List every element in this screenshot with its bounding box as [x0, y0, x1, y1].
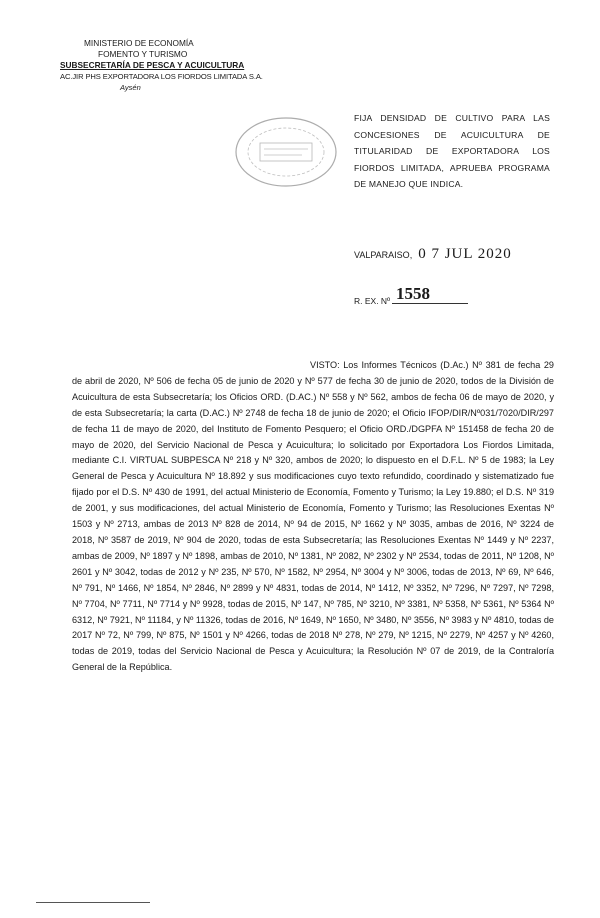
letterhead	[60, 38, 300, 93]
date-value: 0 7 JUL 2020	[418, 246, 512, 262]
subsecretaria-name: SUBSECRETARÍA DE PESCA Y ACUICULTURA	[60, 60, 245, 70]
footnote-divider	[36, 902, 150, 903]
visto-paragraph: VISTO: Los Informes Técnicos (D.Ac.) Nº 381 de fecha 29 de abril de 2020, Nº 506 de fecha 05 de junio de 2020 y Nº 577 de fecha 30 de junio de 2020, todos de la División de Acuicultura de esta Subsecretaría; los Oficios ORD. (D.AC.) Nº 558 y Nº 562, ambos de fecha 06 de mayo de 2020, y de esta Subsecretaría; la carta (D.AC.) Nº 2748 de fecha 18 de junio de 2020; el Oficio IFOP/DIR/Nº031/7020/DIR/297 de fecha 11 de mayo de 2020, del Instituto de Fomento Pesquero; el Oficio ORD./DGPFA Nº 151458 de fecha 20 de mayo de 2020, del Servicio Nacional de Pesca y Acuicultura; lo solicitado por Exportadora Los Fiordos Limitada, mediante C.I. VIRTUAL SUBPESCA Nº 218 y Nº 320, ambos de 2020; lo dispuesto en el D.F.L. Nº 5 de 1983; la Ley General de Pesca y Acuicultura Nº 18.892 y sus modificaciones cuyo texto refundido, coordinado y sistematizado fue fijado por el D.S. Nº 430 de 1991, del actual Ministerio de Economía, Fomento y Turismo; la Ley 19.880; el D.S. Nº 319 de 2001, y sus modificaciones, del actual Ministerio de Economía, Fomento y Turismo; las Resoluciones Exentas Nº 1503 y Nº 2713, ambas de 2013 Nº 828 de 2014, Nº 94 de 2015, Nº 1662 y Nº 3035, ambas de 2016, Nº 3224 de 2018, Nº 3587 de 2019, Nº 904 de 2020, todas de esta Subsecretaría; las Resoluciones Exentas Nº 1449 y Nº 2237, ambas de 2009, Nº 1897 y Nº 1898, ambas de 2010, Nº 1381, Nº 2082, Nº 2302 y Nº 2534, todas de 2011, Nº 1208, Nº 2601 y Nº 3042, todas de 2012 y Nº 235, Nº 570, Nº 1582, Nº 2954, Nº 3004 y Nº 3006, todas de 2013, Nº 69, Nº 646, Nº 791, Nº 1466, Nº 1854, Nº 2846, Nº 2899 y Nº 4831, todas de 2014, Nº 1412, Nº 3352, Nº 7296, Nº 7297, Nº 7298, Nº 7704, Nº 7711, Nº 7714 y Nº 9928, todas de 2015, Nº 147, Nº 785, Nº 3210, Nº 3381, Nº 5358, Nº 5361, Nº 5364 Nº 6312, Nº 7921, Nº 11184, y Nº 11326, todas de 2016, Nº 1649, Nº 1650, Nº 3480, Nº 3556, Nº 3983 y Nº 4810, todas de 2017 Nº 72, Nº 799, Nº 875, Nº 1501 y Nº 4266, todas de 2018 Nº 278, Nº 279, Nº 1215, Nº 2279, Nº 4257 y Nº 4260, todas de 2019, todas del Servicio Nacional de Pesca y Acuicultura; la Resolución Nº 07 de 2019, de la Contraloría General de la República.	[72, 360, 554, 673]
region-label: Aysén	[120, 83, 141, 92]
ministry-name-line2: FOMENTO Y TURISMO	[98, 49, 188, 59]
resolution-number: 1558	[396, 284, 430, 303]
official-stamp	[232, 115, 340, 189]
resolution-label: R. EX. Nº	[354, 296, 391, 306]
file-reference: AC.JIR PHS EXPORTADORA LOS FIORDOS LIMITADA S.A.	[60, 72, 263, 81]
resolution-subject: FIJA DENSIDAD DE CULTIVO PARA LAS CONCESIONES DE ACUICULTURA DE TITULARIDAD DE EXPORTADORA LOS FIORDOS LIMITADA, APRUEBA PROGRAMA DE MANEJO QUE INDICA.	[354, 113, 550, 189]
date-line	[354, 246, 512, 263]
ministry-name: MINISTERIO DE ECONOMÍA	[84, 38, 194, 48]
date-place: VALPARAISO,	[354, 250, 413, 260]
resolution-number-line	[354, 284, 468, 306]
